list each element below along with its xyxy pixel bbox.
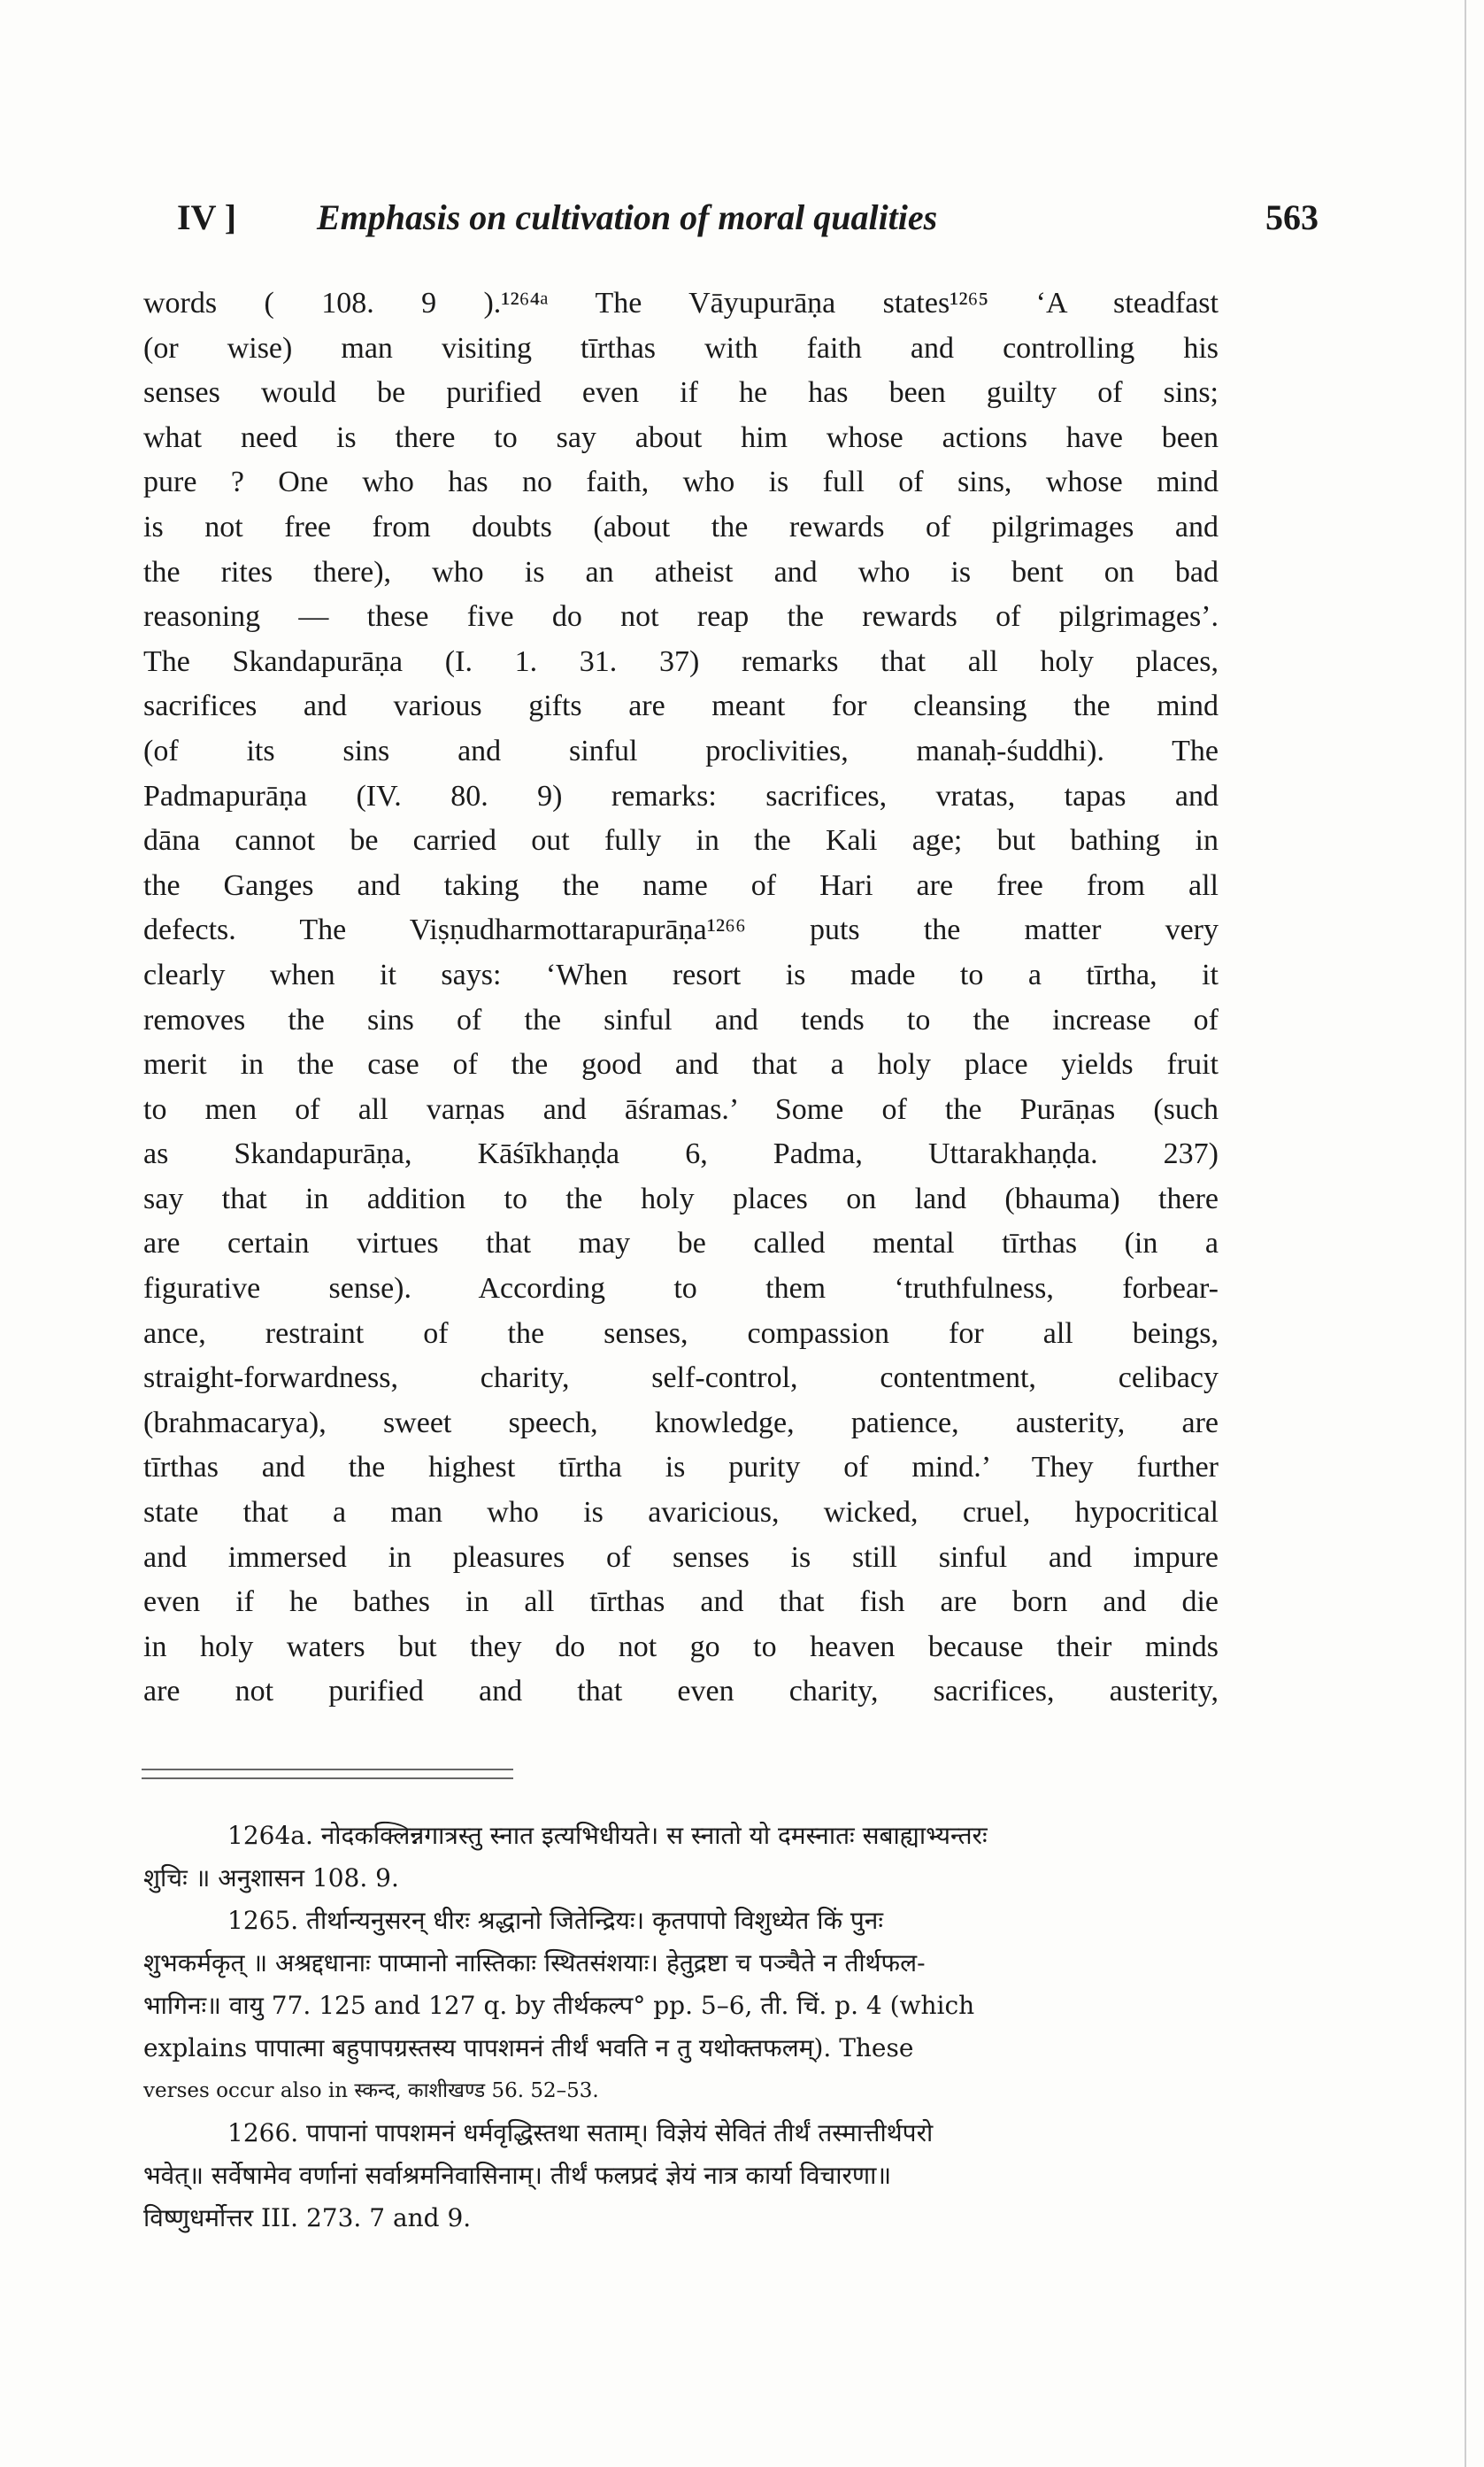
footnote-line: भागिनः॥ वायु 77. 125 and 127 q. by तीर्थकल्प° pp. 5–6, ती. चिं. p. 4 (which [143,1991,975,2020]
footnote-line: explains पापात्मा बहुपापग्रस्तस्य पापशमनं तीर्थं भवति न तु यथोक्तफलम्). These [143,2033,914,2062]
footnote-line: 1264a. नोदकक्लिन्नगात्रस्तु स्नात इत्यभिधीयते। स स्नातो यो दमस्नातः सबाह्याभ्यन्तरः [227,1821,988,1850]
header-title: Emphasis on cultivation of moral qualities [317,197,938,237]
body-line: reasoning — these five do not reap the rewards of pilgrimages’. [143,600,1219,634]
body-line: sacrifices and various gifts are meant for cleansing the mind [143,690,1219,723]
body-line: and immersed in pleasures of senses is still sinful and impure [143,1540,1219,1574]
body-line: the rites there), who is an atheist and who is bent on bad [143,555,1219,589]
footnote-line: 1265. तीर्थान्यनुसरन् धीरः श्रद्धानो जितेन्द्रियः। कृतपापो विशुध्येत किं पुनः [227,1906,883,1935]
body-line: to men of all varṇas and āśramas.’ Some of the Purāṇas (such [143,1092,1219,1126]
body-line: is not free from doubts (about the rewards of pilgrimages and [143,510,1219,544]
body-line: dāna cannot be carried out fully in the Kali age; but bathing in [143,824,1219,858]
footnote-line: विष्णुधर्मोत्तर III. 273. 7 and 9. [143,2203,472,2232]
running-header [177,197,1327,250]
body-line: figurative sense). According to them ‘truthfulness, forbear- [143,1272,1219,1306]
body-line: words ( 108. 9 ).¹²⁶⁴ᵃ The Vāyupurāṇa states¹²⁶⁵ ‘A steadfast [143,287,1219,320]
body-line: removes the sins of the sinful and tends to the increase of [143,1003,1219,1037]
body-line: (of its sins and sinful proclivities, manaḥ-śuddhi). The [143,734,1219,767]
body-line: even if he bathes in all tīrthas and that fish are born and die [143,1585,1219,1619]
body-line: say that in addition to the holy places on land (bhauma) there [143,1182,1219,1215]
body-line: what need is there to say about him whose actions have been [143,420,1219,454]
body-line: clearly when it says: ‘When resort is made to a tīrtha, it [143,958,1219,991]
page-number: 563 [1265,197,1319,237]
page-edge-rule [1465,0,1466,2467]
body-line: senses would be purified even if he has been guilty of sins; [143,376,1219,410]
body-line: (brahmacarya), sweet speech, knowledge, patience, austerity, are [143,1406,1219,1439]
footnote-line: शुचिः ॥ अनुशासन 108. 9. [143,1863,399,1893]
footnote-line: भवेत्॥ सर्वेषामेव वर्णानां सर्वाश्रमनिवासिनाम्। तीर्थं फलप्रदं ज्ञेयं नात्र कार्या विचारणा॥ [143,2161,892,2190]
footnote-line: 1266. पापानां पापशमनं धर्मवृद्धिस्तथा सताम्। विज्ञेयं सेवितं तीर्थं तस्मात्तीर्थपरो [227,2118,934,2147]
body-line: merit in the case of the good and that a holy place yields fruit [143,1048,1219,1082]
body-line: ance, restraint of the senses, compassion for all beings, [143,1316,1219,1350]
body-line: in holy waters but they do not go to heaven because their minds [143,1630,1219,1663]
body-line: as Skandapurāṇa, Kāśīkhaṇḍa 6, Padma, Uttarakhaṇḍa. 237) [143,1137,1219,1171]
body-line: are not purified and that even charity, sacrifices, austerity, [143,1675,1219,1708]
body-line: straight-forwardness, charity, self-control, contentment, celibacy [143,1361,1219,1395]
body-line: Padmapurāṇa (IV. 80. 9) remarks: sacrifices, vratas, tapas and [143,779,1219,813]
body-line: (or wise) man visiting tīrthas with faith and controlling his [143,331,1219,365]
body-line: are certain virtues that may be called mental tīrthas (in a [143,1227,1219,1260]
body-line: defects. The Viṣṇudharmottarapurāṇa¹²⁶⁶ puts the matter very [143,914,1219,947]
body-text [143,281,1219,1715]
header-part-number: IV ] [177,197,237,237]
footnote-line: शुभकर्मकृत् ॥ अश्रद्दधानाः पाप्मानो नास्तिकाः स्थितसंशयाः। हेतुद्रष्टा च पञ्चैते न तीर्थफल- [143,1948,926,1977]
footnotes [143,1815,1258,2240]
body-line: state that a man who is avaricious, wicked, cruel, hypocritical [143,1496,1219,1530]
body-line: the Ganges and taking the name of Hari are free from all [143,868,1219,902]
footnote-line: verses occur also in स्कन्द, काशीखण्ड 56. 52–53. [143,2079,599,2102]
footnote-divider [142,1769,513,1779]
body-line: pure ? One who has no faith, who is full of sins, whose mind [143,466,1219,499]
body-line: The Skandapurāṇa (I. 1. 31. 37) remarks that all holy places, [143,644,1219,678]
body-line: tīrthas and the highest tīrtha is purity of mind.’ They further [143,1451,1219,1484]
